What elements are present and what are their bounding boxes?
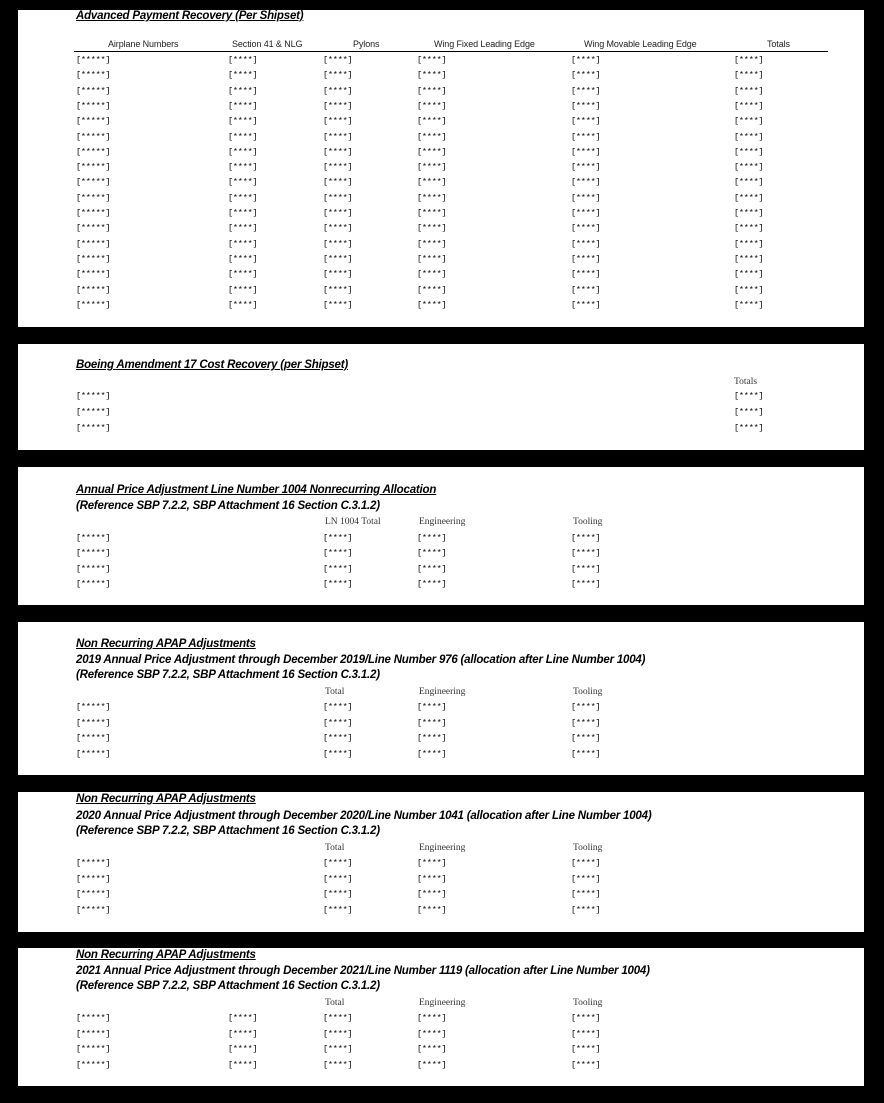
redacted-cell: [****] — [417, 284, 447, 295]
redacted-cell: [****] — [323, 702, 353, 712]
redacted-cell: [*****] — [76, 533, 111, 543]
redacted-cell: [****] — [417, 749, 447, 760]
redacted-cell: [****] — [571, 1059, 601, 1070]
redacted-cell: [****] — [571, 702, 601, 712]
redacted-cell: [****] — [228, 70, 258, 81]
redacted-cell: [****] — [571, 733, 601, 744]
redacted-cell: [****] — [228, 100, 258, 111]
section-title: Advanced Payment Recovery (Per Shipset) — [76, 10, 304, 22]
redacted-cell: [****] — [417, 563, 447, 574]
redacted-cell: [****] — [323, 578, 353, 589]
redacted-cell: [****] — [734, 423, 764, 433]
col-header-wing-movable-leading-edge: Wing Movable Leading Edge — [584, 39, 697, 49]
section-title: Non Recurring APAP Adjustments — [76, 793, 256, 805]
redacted-cell: [****] — [417, 717, 447, 728]
redacted-cell: [****] — [323, 192, 353, 203]
col-header-engineering: Engineering — [419, 517, 466, 527]
redacted-cell: [****] — [323, 299, 353, 310]
redacted-cell: [****] — [417, 702, 447, 712]
redacted-cell: [*****] — [76, 70, 111, 81]
redacted-cell: [****] — [228, 284, 258, 295]
section-reference: (Reference SBP 7.2.2, SBP Attachment 16 Section C.3.1.2) — [76, 500, 380, 512]
redacted-cell: [****] — [734, 70, 764, 81]
redacted-cell: [****] — [417, 548, 447, 559]
col-header-engineering: Engineering — [419, 687, 466, 697]
redacted-cell: [****] — [734, 299, 764, 310]
redacted-cell: [****] — [571, 717, 601, 728]
redacted-cell: [*****] — [76, 208, 111, 218]
redacted-cell: [****] — [323, 563, 353, 574]
section-subtitle: 2020 Annual Price Adjustment through December 2020/Line Number 1041 (allocation after Line Number 1004) — [76, 810, 652, 822]
redacted-cell: [****] — [417, 1013, 447, 1023]
redacted-cell: [****] — [323, 1028, 353, 1039]
redacted-cell: [****] — [417, 733, 447, 744]
redacted-cell: [*****] — [76, 146, 111, 157]
redacted-cell: [****] — [323, 533, 353, 543]
redacted-cell: [****] — [734, 391, 764, 401]
redacted-cell: [****] — [734, 238, 764, 249]
redacted-cell: [****] — [571, 177, 601, 188]
redacted-cell: [****] — [571, 563, 601, 574]
redacted-cell: [****] — [228, 1013, 258, 1023]
redacted-cell: [****] — [734, 208, 764, 218]
redacted-cell: [****] — [417, 1028, 447, 1039]
redacted-cell: [*****] — [76, 858, 111, 868]
redacted-cell: [****] — [571, 905, 601, 916]
redacted-cell: [****] — [323, 1044, 353, 1054]
redacted-cell: [****] — [228, 253, 258, 264]
redacted-cell: [****] — [417, 162, 447, 173]
redacted-cell: [****] — [323, 749, 353, 760]
col-header-airplane-numbers: Airplane Numbers — [108, 39, 179, 49]
redacted-cell: [****] — [571, 548, 601, 559]
section-reference: (Reference SBP 7.2.2, SBP Attachment 16 Section C.3.1.2) — [76, 669, 380, 681]
redacted-cell: [****] — [228, 269, 258, 280]
redacted-cell: [****] — [323, 858, 353, 868]
redacted-cell: [****] — [417, 578, 447, 589]
redacted-cell: [****] — [417, 253, 447, 264]
redacted-cell: [****] — [571, 858, 601, 868]
redacted-cell: [****] — [571, 131, 601, 142]
redacted-cell: [****] — [228, 299, 258, 310]
redacted-cell: [****] — [571, 70, 601, 81]
redacted-cell: [****] — [228, 238, 258, 249]
redacted-cell: [****] — [323, 116, 353, 127]
redacted-cell: [*****] — [76, 116, 111, 127]
redacted-cell: [****] — [323, 208, 353, 218]
redacted-cell: [****] — [323, 284, 353, 295]
redacted-cell: [****] — [323, 1059, 353, 1070]
redacted-cell: [*****] — [76, 717, 111, 728]
redacted-cell: [*****] — [76, 578, 111, 589]
redacted-cell: [****] — [571, 223, 601, 234]
col-header-total: Total — [325, 843, 345, 853]
redacted-cell: [****] — [228, 177, 258, 188]
redacted-cell: [****] — [571, 208, 601, 218]
redacted-cell: [****] — [571, 299, 601, 310]
redacted-cell: [*****] — [76, 284, 111, 295]
redacted-cell: [*****] — [76, 253, 111, 264]
redacted-cell: [*****] — [76, 55, 111, 65]
redacted-cell: [****] — [571, 284, 601, 295]
redacted-cell: [****] — [734, 146, 764, 157]
redacted-cell: [*****] — [76, 548, 111, 559]
section-title: Annual Price Adjustment Line Number 1004 Nonrecurring Allocation — [76, 484, 437, 496]
redacted-cell: [****] — [571, 269, 601, 280]
redacted-cell: [****] — [417, 100, 447, 111]
redacted-cell: [****] — [228, 162, 258, 173]
redacted-cell: [*****] — [76, 162, 111, 173]
redacted-cell: [****] — [734, 131, 764, 142]
redacted-cell: [****] — [228, 146, 258, 157]
redacted-cell: [****] — [228, 85, 258, 96]
redacted-cell: [****] — [417, 192, 447, 203]
redacted-cell: [****] — [323, 85, 353, 96]
redacted-cell: [****] — [417, 873, 447, 884]
redacted-cell: [*****] — [76, 889, 111, 900]
redacted-cell: [*****] — [76, 1044, 111, 1054]
redacted-cell: [****] — [734, 100, 764, 111]
redacted-cell: [****] — [734, 253, 764, 264]
redacted-cell: [*****] — [76, 269, 111, 280]
redacted-cell: [****] — [734, 284, 764, 295]
redacted-cell: [****] — [417, 1044, 447, 1054]
section-subtitle: 2019 Annual Price Adjustment through December 2019/Line Number 976 (allocation after Line Number 1004) — [76, 654, 646, 666]
redacted-cell: [*****] — [76, 391, 111, 401]
redacted-cell: [****] — [323, 548, 353, 559]
redacted-cell: [****] — [323, 162, 353, 173]
redacted-cell: [****] — [417, 533, 447, 543]
col-header-engineering: Engineering — [419, 998, 466, 1008]
redacted-cell: [****] — [734, 269, 764, 280]
redacted-cell: [****] — [417, 299, 447, 310]
section-title: Non Recurring APAP Adjustments — [76, 638, 256, 650]
redacted-cell: [****] — [417, 223, 447, 234]
redacted-cell: [****] — [228, 55, 258, 65]
col-header-tooling: Tooling — [573, 998, 603, 1008]
redacted-cell: [****] — [228, 208, 258, 218]
redacted-cell: [****] — [734, 192, 764, 203]
redacted-cell: [****] — [323, 131, 353, 142]
redacted-cell: [****] — [571, 533, 601, 543]
redacted-cell: [*****] — [76, 177, 111, 188]
redacted-cell: [*****] — [76, 702, 111, 712]
redacted-cell: [*****] — [76, 85, 111, 96]
redacted-cell: [****] — [228, 1059, 258, 1070]
redacted-cell: [****] — [571, 253, 601, 264]
redacted-cell: [****] — [734, 177, 764, 188]
redacted-cell: [****] — [571, 100, 601, 111]
redacted-cell: [****] — [228, 1028, 258, 1039]
redacted-cell: [****] — [323, 146, 353, 157]
redacted-cell: [****] — [417, 70, 447, 81]
redacted-cell: [****] — [571, 116, 601, 127]
redacted-cell: [*****] — [76, 223, 111, 234]
redacted-cell: [****] — [571, 85, 601, 96]
panel-annual-price-adjustment-ln1004 — [18, 467, 864, 605]
redacted-cell: [*****] — [76, 423, 111, 433]
redacted-cell: [****] — [417, 269, 447, 280]
redacted-cell: [****] — [323, 238, 353, 249]
redacted-cell: [****] — [228, 192, 258, 203]
redacted-cell: [****] — [417, 889, 447, 900]
redacted-cell: [****] — [734, 85, 764, 96]
panel-apap-2019 — [18, 622, 864, 775]
redacted-cell: [****] — [417, 177, 447, 188]
panel-advanced-payment-recovery — [18, 10, 864, 327]
redacted-cell: [****] — [417, 131, 447, 142]
redacted-cell: [****] — [734, 407, 764, 417]
redacted-cell: [*****] — [76, 299, 111, 310]
redacted-cell: [*****] — [76, 1028, 111, 1039]
redacted-cell: [****] — [323, 717, 353, 728]
redacted-cell: [*****] — [76, 192, 111, 203]
section-subtitle: 2021 Annual Price Adjustment through December 2021/Line Number 1119 (allocation after Line Number 1004) — [76, 965, 650, 977]
redacted-cell: [****] — [323, 873, 353, 884]
redacted-cell: [****] — [571, 889, 601, 900]
redacted-cell: [****] — [571, 749, 601, 760]
col-header-totals: Totals — [734, 377, 758, 387]
col-header-total: Total — [325, 687, 345, 697]
redacted-cell: [*****] — [76, 749, 111, 760]
redacted-cell: [****] — [571, 192, 601, 203]
redacted-cell: [****] — [323, 55, 353, 65]
redacted-cell: [*****] — [76, 238, 111, 249]
redacted-cell: [****] — [323, 253, 353, 264]
redacted-cell: [****] — [323, 100, 353, 111]
redacted-cell: [****] — [417, 1059, 447, 1070]
redacted-cell: [*****] — [76, 1059, 111, 1070]
redacted-cell: [****] — [228, 116, 258, 127]
redacted-cell: [****] — [734, 116, 764, 127]
header-rule — [74, 51, 828, 52]
redacted-cell: [****] — [734, 55, 764, 65]
col-header-section-41-nlg: Section 41 & NLG — [232, 39, 303, 49]
redacted-cell: [****] — [417, 208, 447, 218]
redacted-cell: [*****] — [76, 131, 111, 142]
redacted-cell: [****] — [571, 55, 601, 65]
redacted-cell: [****] — [417, 146, 447, 157]
redacted-cell: [****] — [323, 889, 353, 900]
redacted-cell: [****] — [417, 905, 447, 916]
redacted-cell: [****] — [571, 1044, 601, 1054]
redacted-cell: [****] — [417, 238, 447, 249]
panel-apap-2020 — [18, 792, 864, 932]
redacted-cell: [****] — [734, 223, 764, 234]
redacted-cell: [****] — [571, 873, 601, 884]
redacted-cell: [*****] — [76, 905, 111, 916]
redacted-cell: [****] — [228, 1044, 258, 1054]
panel-apap-2021 — [18, 948, 864, 1086]
panel-amendment-17-cost-recovery — [18, 344, 864, 450]
col-header-tooling: Tooling — [573, 843, 603, 853]
section-reference: (Reference SBP 7.2.2, SBP Attachment 16 Section C.3.1.2) — [76, 825, 380, 837]
redacted-cell: [****] — [571, 162, 601, 173]
section-title: Boeing Amendment 17 Cost Recovery (per Shipset) — [76, 359, 348, 371]
redacted-cell: [*****] — [76, 407, 111, 417]
redacted-cell: [*****] — [76, 873, 111, 884]
col-header-total: Total — [325, 998, 345, 1008]
redacted-cell: [*****] — [76, 733, 111, 744]
redacted-cell: [****] — [571, 146, 601, 157]
redacted-cell: [****] — [571, 238, 601, 249]
redacted-cell: [****] — [571, 1013, 601, 1023]
redacted-cell: [*****] — [76, 563, 111, 574]
redacted-cell: [****] — [571, 578, 601, 589]
col-header-totals: Totals — [767, 39, 790, 49]
redacted-cell: [*****] — [76, 1013, 111, 1023]
redacted-cell: [****] — [323, 905, 353, 916]
redacted-cell: [****] — [323, 733, 353, 744]
section-title: Non Recurring APAP Adjustments — [76, 949, 256, 961]
redacted-cell: [****] — [417, 858, 447, 868]
redacted-cell: [****] — [323, 269, 353, 280]
col-header-tooling: Tooling — [573, 517, 603, 527]
col-header-ln-1004-total: LN 1004 Total — [325, 517, 381, 527]
col-header-wing-fixed-leading-edge: Wing Fixed Leading Edge — [434, 39, 535, 49]
redacted-cell: [*****] — [76, 100, 111, 111]
redacted-cell: [****] — [323, 223, 353, 234]
col-header-pylons: Pylons — [353, 39, 380, 49]
col-header-tooling: Tooling — [573, 687, 603, 697]
redacted-cell: [****] — [734, 162, 764, 173]
redacted-cell: [****] — [417, 116, 447, 127]
section-reference: (Reference SBP 7.2.2, SBP Attachment 16 Section C.3.1.2) — [76, 980, 380, 992]
col-header-engineering: Engineering — [419, 843, 466, 853]
redacted-cell: [****] — [228, 131, 258, 142]
redacted-cell: [****] — [228, 223, 258, 234]
redacted-cell: [****] — [417, 55, 447, 65]
redacted-cell: [****] — [571, 1028, 601, 1039]
redacted-cell: [****] — [323, 1013, 353, 1023]
redacted-cell: [****] — [323, 177, 353, 188]
redacted-cell: [****] — [417, 85, 447, 96]
redacted-cell: [****] — [323, 70, 353, 81]
